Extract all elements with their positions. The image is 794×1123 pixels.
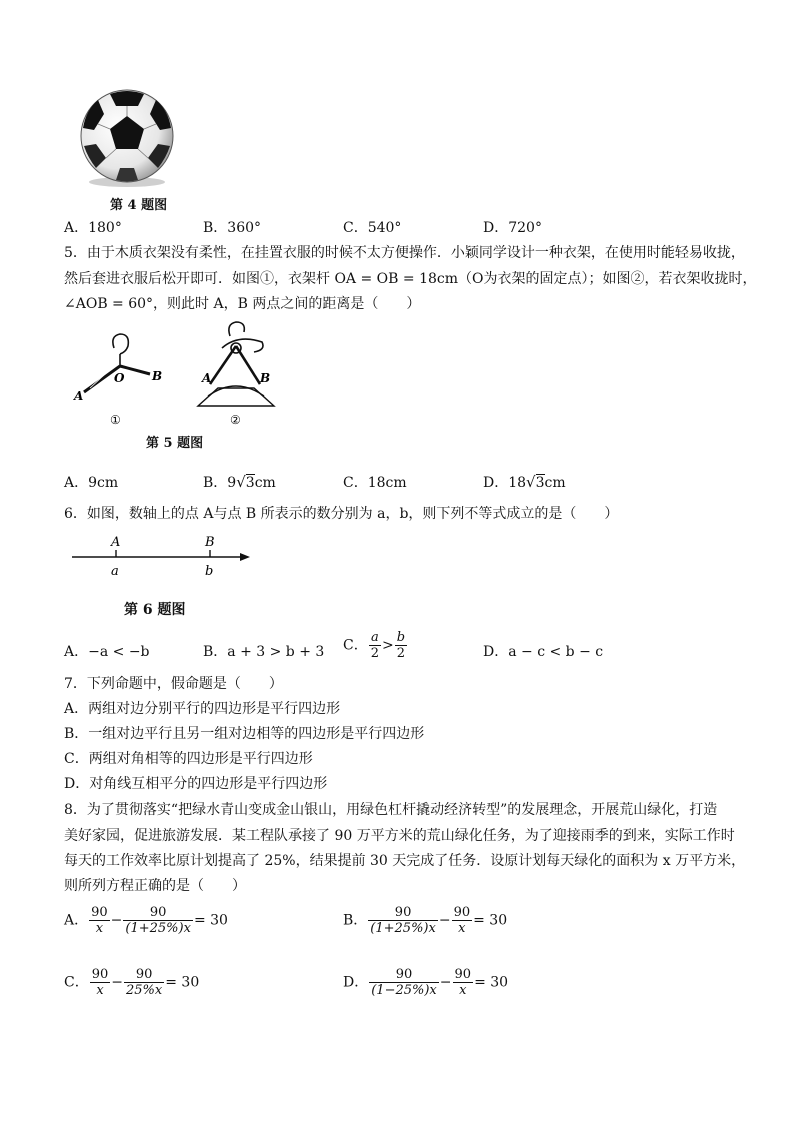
value-a-label: a — [111, 564, 119, 579]
q4-option-a: A．180° — [64, 220, 122, 236]
hanger-diagram — [70, 318, 320, 430]
q8-option-d: D． $\frac{90}{(1-25\%)x}$ − $\frac{90}{x}$ = 30 — [343, 967, 509, 998]
soccer-ball-figure — [72, 86, 182, 190]
q6-c-frac-left: $\frac{a}{2}$ — [370, 630, 379, 661]
q8-stem-line2: 美好家园，促进旅游发展．某工程队承接了 90 万平方米的荒山绿化任务，为了迎接雨季的到来，实际工作时 — [64, 828, 735, 844]
q5-option-d-unit: cm — [544, 475, 566, 491]
q6-option-a: A．−a < −b — [64, 644, 150, 660]
q5-figure-caption: 第 5 题图 — [146, 436, 204, 451]
soccer-ball-illustration — [72, 86, 182, 190]
fig1-label-b: B — [152, 369, 163, 383]
q6-option-d: D．a − c < b − c — [483, 644, 604, 660]
q5-option-d: D．18√3cm — [483, 473, 566, 491]
number-line — [66, 528, 256, 580]
q4-option-d: D．720° — [483, 220, 542, 236]
q5-option-c: C．18cm — [343, 475, 407, 491]
number-line-figure — [66, 528, 256, 580]
q8-option-a: A． $\frac{90}{x}$ − $\frac{90}{(1+25\%)x}$ = 30 — [64, 905, 228, 936]
hanger-figure — [70, 318, 320, 430]
q6-figure-caption: 第 6 题图 — [124, 602, 186, 618]
fig2-label-a: A — [202, 371, 212, 385]
q5-stem-line3: ∠AOB = 60°，则此时 A，B 两点之间的距离是（ ） — [64, 296, 421, 312]
q8-stem-line1: 8．为了贯彻落实“把绿水青山变成金山银山，用绿色杠杆撬动经济转型”的发展理念，开展荒山绿化，打造 — [64, 802, 718, 818]
q5-option-d-radicand: 3 — [535, 475, 545, 491]
q7-option-a: A．两组对边分别平行的四边形是平行四边形 — [64, 701, 341, 717]
q7-option-b: B．一组对边平行且另一组对边相等的四边形是平行四边形 — [64, 726, 425, 742]
q5-stem-line1: 5．由于木质衣架没有柔性，在挂置衣服的时候不太方便操作．小颖同学设计一种衣架，在使用时能轻易收拢， — [64, 245, 745, 261]
q6-stem: 6．如图，数轴上的点 A与点 B 所表示的数分别为 a，b，则下列不等式成立的是（ ） — [64, 506, 619, 522]
value-b-label: b — [205, 564, 214, 579]
q5-stem-line2: 然后套进衣服后松开即可．如图①，衣架杆 OA = OB = 18cm（O为衣架的固定点）；如图②，若衣架收拢时， — [64, 271, 757, 287]
q5-option-b-radicand: 3 — [245, 475, 255, 491]
q6-option-c-label: C． — [343, 637, 368, 654]
q8-stem-line3: 每天的工作效率比原计划提高了 25%，结果提前 30 天完成了任务．设原计划每天绿化的面积为 x 万平方米， — [64, 853, 746, 869]
q5-option-b-coef: B．9 — [203, 475, 237, 491]
q8-stem-line4: 则所列方程正确的是（ ） — [64, 878, 246, 894]
q4-figure-caption: 第 4 题图 — [110, 198, 168, 213]
q6-c-operator: > — [382, 637, 394, 654]
point-a-label: A — [111, 535, 121, 550]
q4-option-c: C．540° — [343, 220, 402, 236]
q7-option-d: D．对角线互相平分的四边形是平行四边形 — [64, 776, 328, 792]
q6-c-frac-right: $\frac{b}{2}$ — [396, 630, 406, 661]
q5-option-d-coef: D．18 — [483, 475, 527, 491]
q8-option-c: C． $\frac{90}{x}$ − $\frac{90}{25\%x}$ = 30 — [64, 967, 200, 998]
q4-option-b: B．360° — [203, 220, 262, 236]
fig1-label-o: O — [114, 371, 125, 385]
q5-option-b-unit: cm — [254, 475, 276, 491]
q7-stem: 7．下列命题中，假命题是（ ） — [64, 676, 283, 692]
fig1-circle-number: ① — [110, 413, 121, 427]
q8-option-b: B． $\frac{90}{(1+25\%)x}$ − $\frac{90}{x}$ = 30 — [343, 905, 508, 936]
q6-option-c — [343, 630, 408, 661]
q7-option-c: C．两组对角相等的四边形是平行四边形 — [64, 751, 313, 767]
fig1-label-a: A — [74, 389, 84, 403]
q6-option-b: B．a + 3 > b + 3 — [203, 644, 325, 660]
point-b-label: B — [205, 535, 215, 550]
fig2-circle-number: ② — [230, 413, 241, 427]
fig2-label-b: B — [260, 371, 271, 385]
q5-option-a: A．9cm — [64, 475, 119, 491]
q5-option-b: B．9√3cm — [203, 473, 276, 491]
